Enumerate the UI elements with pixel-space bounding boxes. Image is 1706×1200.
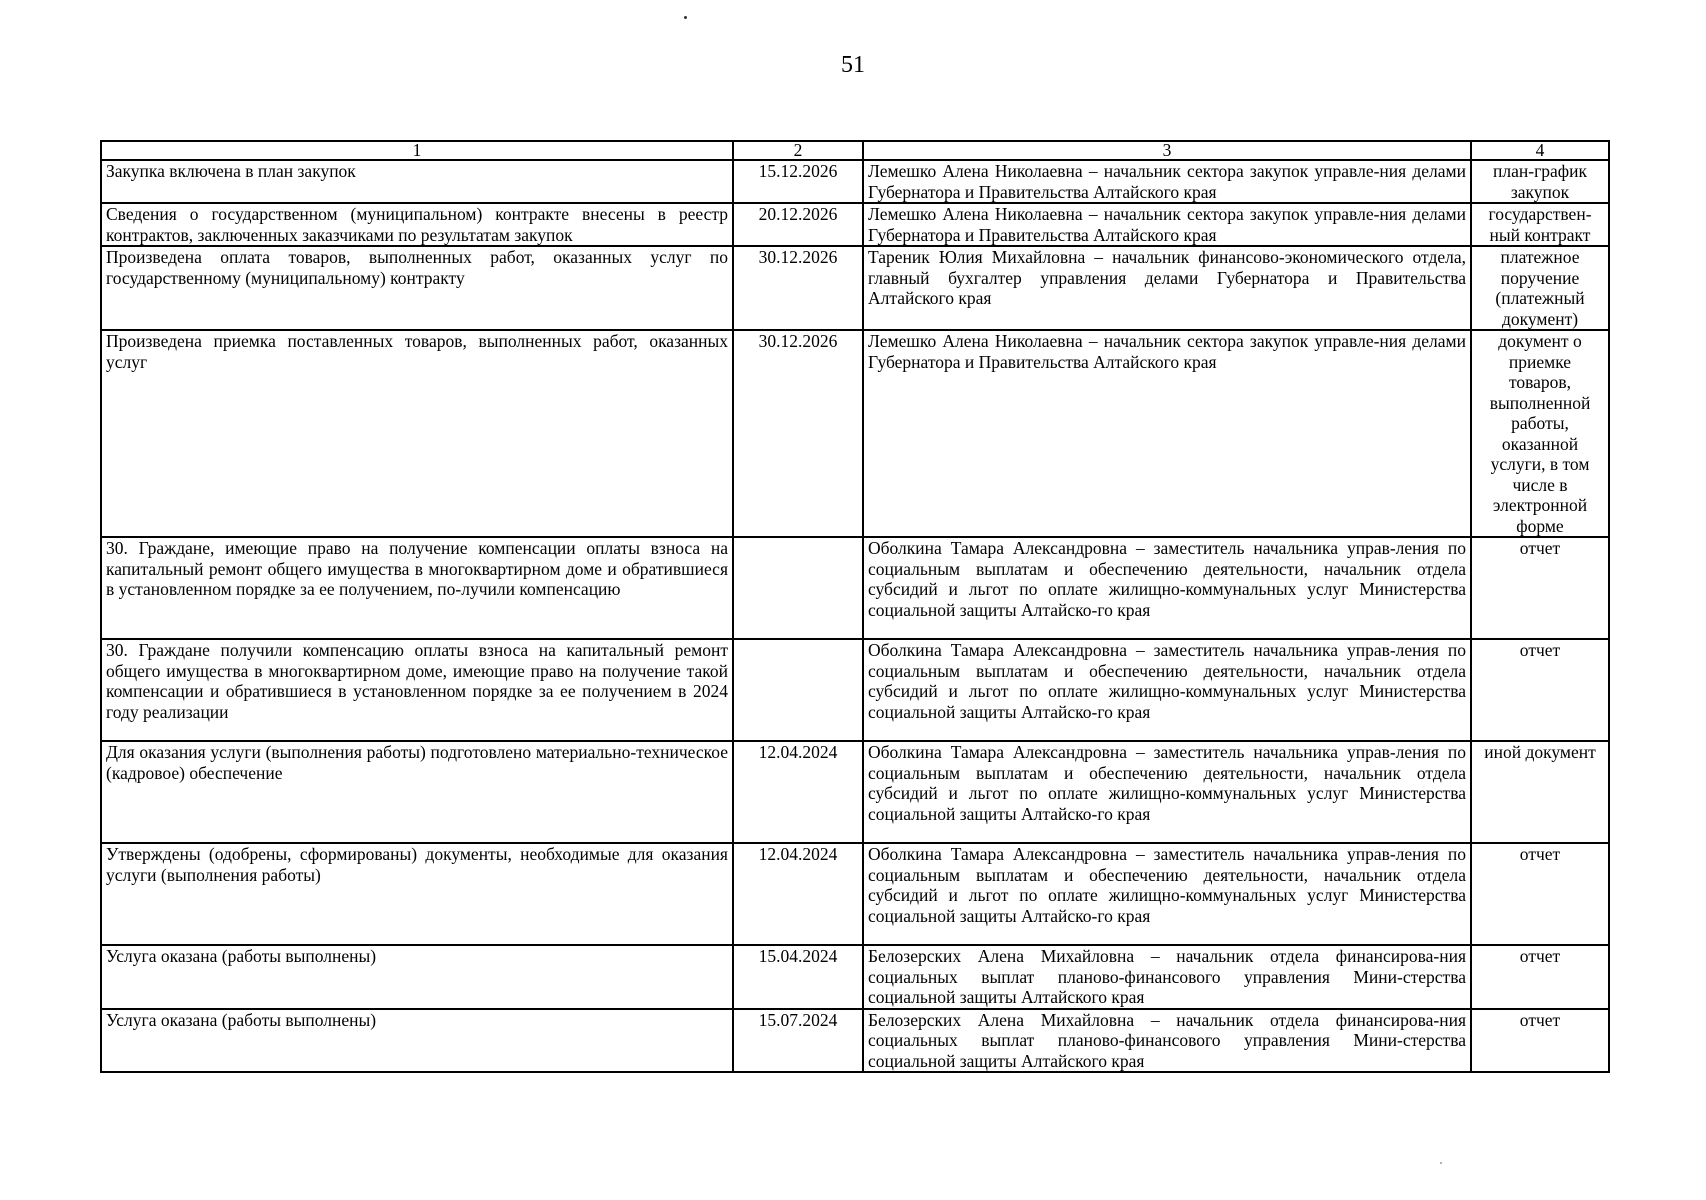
- table-row: [101, 203, 1609, 246]
- table-row: [101, 330, 1609, 537]
- document-cell: отчет: [1471, 945, 1609, 1009]
- page-number: 51: [841, 52, 865, 78]
- plan-table: [100, 140, 1610, 1073]
- responsible-cell: Лемешко Алена Николаевна – начальник сектора закупок управле-ния делами Губернатора и Правительства Алтайского края: [863, 330, 1471, 537]
- column-header: 2: [733, 141, 863, 160]
- responsible-cell: Оболкина Тамара Александровна – заместитель начальника управ-ления по социальным выплатам и обеспечению деятельности, начальник отдела субсидий и льгот по оплате жилищно-коммунальных услуг Министерства социальной защиты Алтайско-го края: [863, 843, 1471, 945]
- responsible-cell: Оболкина Тамара Александровна – заместитель начальника управ-ления по социальным выплатам и обеспечению деятельности, начальник отдела субсидий и льгот по оплате жилищно-коммунальных услуг Министерства социальной защиты Алтайско-го края: [863, 741, 1471, 843]
- responsible-cell: Белозерских Алена Михайловна – начальник отдела финансирова-ния социальных выплат планово-финансового управления Мини-стерства социальной защиты Алтайского края: [863, 945, 1471, 1009]
- table-row: [101, 843, 1609, 945]
- document-cell: план-график закупок: [1471, 160, 1609, 203]
- date-cell: 12.04.2024: [733, 741, 863, 843]
- responsible-cell: Лемешко Алена Николаевна – начальник сектора закупок управле-ния делами Губернатора и Правительства Алтайского края: [863, 160, 1471, 203]
- date-cell: [733, 537, 863, 639]
- scan-speck: [1440, 1162, 1442, 1164]
- responsible-cell: Тареник Юлия Михайловна – начальник финансово-экономического отдела, главный бухгалтер управления делами Губернатора и Правительства Алтайского края: [863, 246, 1471, 330]
- document-cell: отчет: [1471, 537, 1609, 639]
- event-cell: Произведена оплата товаров, выполненных работ, оказанных услуг по государственному (муниципальному) контракту: [101, 246, 733, 330]
- column-header: 3: [863, 141, 1471, 160]
- date-cell: 20.12.2026: [733, 203, 863, 246]
- document-cell: отчет: [1471, 639, 1609, 741]
- header-row: [101, 141, 1609, 160]
- table-row: [101, 945, 1609, 1009]
- date-cell: 15.04.2024: [733, 945, 863, 1009]
- event-cell: Утверждены (одобрены, сформированы) документы, необходимые для оказания услуги (выполнения работы): [101, 843, 733, 945]
- column-header: 4: [1471, 141, 1609, 160]
- responsible-cell: Белозерских Алена Михайловна – начальник отдела финансирова-ния социальных выплат планово-финансового управления Мини-стерства социальной защиты Алтайского края: [863, 1009, 1471, 1073]
- date-cell: 30.12.2026: [733, 246, 863, 330]
- document-cell: государствен-ный контракт: [1471, 203, 1609, 246]
- document-cell: иной документ: [1471, 741, 1609, 843]
- responsible-cell: Оболкина Тамара Александровна – заместитель начальника управ-ления по социальным выплатам и обеспечению деятельности, начальник отдела субсидий и льгот по оплате жилищно-коммунальных услуг Министерства социальной защиты Алтайско-го края: [863, 639, 1471, 741]
- table-row: [101, 1009, 1609, 1073]
- event-cell: 30. Граждане, имеющие право на получение компенсации оплаты взноса на капитальный ремонт общего имущества в многоквартирном доме и обратившиеся в установленном порядке за ее получением, по-лучили компенсацию: [101, 537, 733, 639]
- document-cell: отчет: [1471, 843, 1609, 945]
- responsible-cell: Лемешко Алена Николаевна – начальник сектора закупок управле-ния делами Губернатора и Правительства Алтайского края: [863, 203, 1471, 246]
- document-cell: отчет: [1471, 1009, 1609, 1073]
- date-cell: [733, 639, 863, 741]
- responsible-cell: Оболкина Тамара Александровна – заместитель начальника управ-ления по социальным выплатам и обеспечению деятельности, начальник отдела субсидий и льгот по оплате жилищно-коммунальных услуг Министерства социальной защиты Алтайско-го края: [863, 537, 1471, 639]
- document-cell: платежное поручение (платежный документ): [1471, 246, 1609, 330]
- column-header: 1: [101, 141, 733, 160]
- event-cell: Услуга оказана (работы выполнены): [101, 1009, 733, 1073]
- scan-speck: [684, 16, 687, 19]
- event-cell: Услуга оказана (работы выполнены): [101, 945, 733, 1009]
- event-cell: 30. Граждане получили компенсацию оплаты взноса на капитальный ремонт общего имущества в многоквартирном доме, имеющие право на получение такой компенсации и обратившиеся в установленном порядке за ее получением в 2024 году реализации: [101, 639, 733, 741]
- date-cell: 30.12.2026: [733, 330, 863, 537]
- table-row: [101, 160, 1609, 203]
- event-cell: Сведения о государственном (муниципальном) контракте внесены в реестр контрактов, заключенных заказчиками по результатам закупок: [101, 203, 733, 246]
- event-cell: Произведена приемка поставленных товаров, выполненных работ, оказанных услуг: [101, 330, 733, 537]
- table-row: [101, 537, 1609, 639]
- date-cell: 15.07.2024: [733, 1009, 863, 1073]
- document-cell: документ о приемке товаров, выполненной работы, оказанной услуги, в том числе в электронной форме: [1471, 330, 1609, 537]
- table-row: [101, 741, 1609, 843]
- table-row: [101, 639, 1609, 741]
- date-cell: 15.12.2026: [733, 160, 863, 203]
- date-cell: 12.04.2024: [733, 843, 863, 945]
- event-cell: Закупка включена в план закупок: [101, 160, 733, 203]
- event-cell: Для оказания услуги (выполнения работы) подготовлено материально-техническое (кадровое) обеспечение: [101, 741, 733, 843]
- table-row: [101, 246, 1609, 330]
